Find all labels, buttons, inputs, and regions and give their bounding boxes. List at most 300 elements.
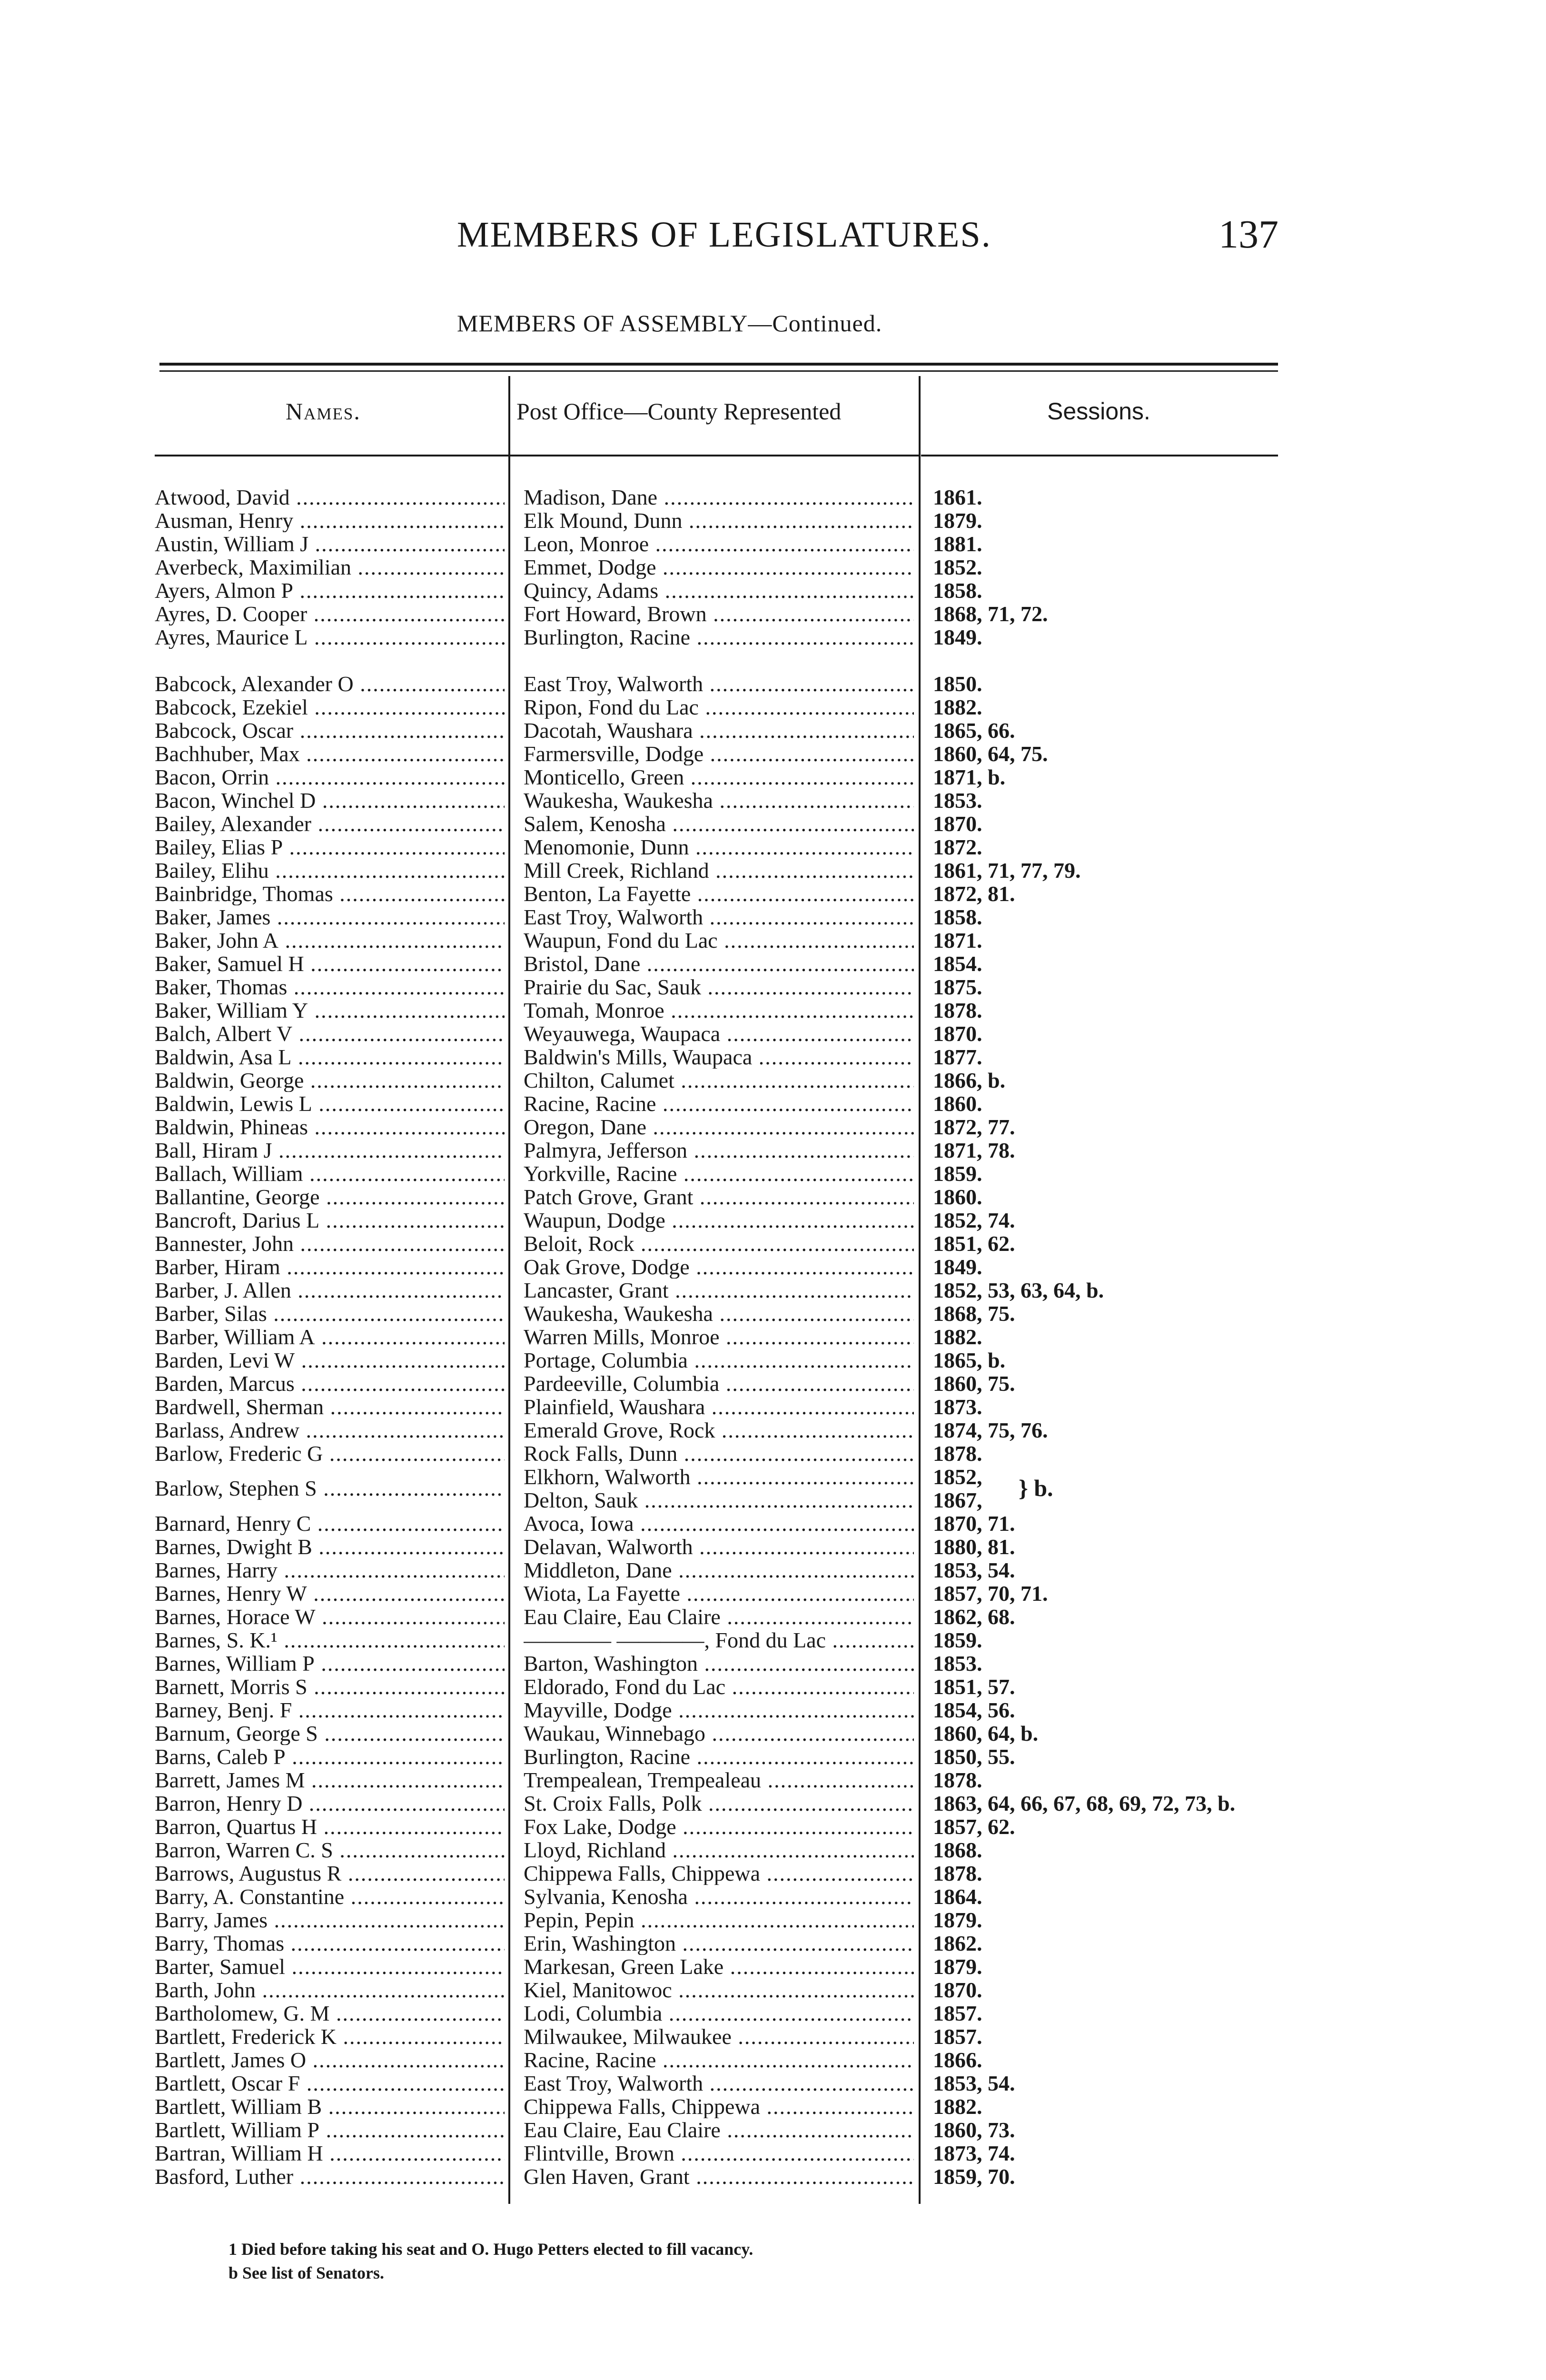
member-post-office: Sylvania, Kenosha .....: [524, 1885, 914, 1908]
member-post-office: Chippewa Falls, Chippewa .....: [524, 2095, 914, 2118]
member-post-office: Glen Haven, Grant .....: [524, 2165, 914, 2188]
member-post-office: Flintville, Brown .....: [524, 2142, 914, 2165]
table-row: [0, 1372, 1546, 1395]
table-row: [0, 905, 1546, 929]
member-sessions: 1882.: [933, 2095, 982, 2118]
member-sessions: 1865, 66.: [933, 719, 1015, 742]
member-post-office: Bristol, Dane .....: [524, 952, 914, 975]
table-row: [0, 1628, 1546, 1652]
member-sessions: 1860, 73.: [933, 2118, 1015, 2142]
table-row: [0, 1652, 1546, 1675]
member-post-office: Oregon, Dane .....: [524, 1115, 914, 1139]
member-name: Babcock, Alexander O .....: [155, 672, 505, 695]
member-sessions: 1868.: [933, 1838, 982, 1862]
table-row: [0, 719, 1546, 742]
table-row: [0, 1395, 1546, 1418]
member-post-office: East Troy, Walworth .....: [524, 672, 914, 695]
table-row: [0, 1932, 1546, 1955]
member-name: Barnes, Dwight B .....: [155, 1535, 505, 1558]
member-post-office: ———— ————, Fond du Lac .....: [524, 1628, 914, 1652]
table-row: [0, 1838, 1546, 1862]
group-spacer: [0, 649, 1546, 672]
member-name: Baldwin, Asa L .....: [155, 1045, 505, 1069]
member-name: Barney, Benj. F .....: [155, 1698, 505, 1722]
member-name: Barnum, George S .....: [155, 1722, 505, 1745]
member-sessions: 1852.: [933, 555, 982, 579]
member-name: Baldwin, Phineas .....: [155, 1115, 505, 1139]
member-sessions: 1867,: [933, 1488, 982, 1512]
table-row: [0, 1745, 1546, 1768]
table-row: [0, 2072, 1546, 2095]
member-name: Barry, A. Constantine .....: [155, 1885, 505, 1908]
member-name: Ballantine, George .....: [155, 1185, 505, 1209]
member-sessions: 1857, 62.: [933, 1815, 1015, 1838]
table-row: [0, 2118, 1546, 2142]
member-sessions: 1868, 71, 72.: [933, 602, 1048, 625]
table-row: [0, 1069, 1546, 1092]
member-post-office: Prairie du Sac, Sauk .....: [524, 975, 914, 999]
member-sessions: 1862.: [933, 1932, 982, 1955]
members-table: [0, 486, 1546, 2188]
table-row: [0, 1698, 1546, 1722]
table-row: [0, 1792, 1546, 1815]
member-name: Barnes, Horace W .....: [155, 1605, 505, 1628]
footnote-b: b See list of Senators.: [228, 2263, 384, 2282]
member-sessions: 1878.: [933, 1862, 982, 1885]
member-post-office: Beloit, Rock .....: [524, 1232, 914, 1255]
member-post-office: Monticello, Green .....: [524, 765, 914, 789]
table-row: [0, 1325, 1546, 1349]
column-header-post-office: Post Office—County Represented: [516, 398, 842, 425]
member-name: Ayers, Almon P .....: [155, 579, 505, 602]
table-row: [0, 1908, 1546, 1932]
member-name: Bachhuber, Max .....: [155, 742, 505, 765]
member-name: Barron, Warren C. S .....: [155, 1838, 505, 1862]
table-row: [0, 975, 1546, 999]
member-name: Barden, Levi W .....: [155, 1349, 505, 1372]
member-name: Babcock, Oscar .....: [155, 719, 505, 742]
table-row: [0, 1605, 1546, 1628]
table-row: [0, 1255, 1546, 1279]
member-sessions: 1870, 71.: [933, 1512, 1015, 1535]
member-sessions: 1865, b.: [933, 1349, 1006, 1372]
header-underline-sessions: [921, 455, 1278, 456]
member-post-office: Eau Claire, Eau Claire .....: [524, 2118, 914, 2142]
member-sessions: 1850.: [933, 672, 982, 695]
table-row: [0, 1115, 1546, 1139]
member-post-office: Eau Claire, Eau Claire .....: [524, 1605, 914, 1628]
member-post-office: Erin, Washington .....: [524, 1932, 914, 1955]
member-post-office: Trempealean, Trempealeau .....: [524, 1768, 914, 1792]
table-row: [0, 1022, 1546, 1045]
table-row: [0, 1302, 1546, 1325]
member-sessions: 1850, 55.: [933, 1745, 1015, 1768]
member-post-office: Chippewa Falls, Chippewa .....: [524, 1862, 914, 1885]
table-row: [0, 1232, 1546, 1255]
member-post-office: Portage, Columbia .....: [524, 1349, 914, 1372]
table-row: [0, 2095, 1546, 2118]
member-sessions: 1852, 53, 63, 64, b.: [933, 1279, 1104, 1302]
member-post-office: St. Croix Falls, Polk .....: [524, 1792, 914, 1815]
member-name: Austin, William J .....: [155, 532, 505, 555]
member-name: Bardwell, Sherman .....: [155, 1395, 505, 1418]
member-sessions: 1879.: [933, 1908, 982, 1932]
member-sessions: 1873, 74.: [933, 2142, 1015, 2165]
member-name: Barlow, Stephen S .....: [155, 1477, 505, 1500]
member-post-office: Elk Mound, Dunn .....: [524, 509, 914, 532]
member-sessions: 1861.: [933, 486, 982, 509]
member-sessions: 1853.: [933, 789, 982, 812]
member-post-office: Waupun, Fond du Lac .....: [524, 929, 914, 952]
member-sessions: 1870.: [933, 812, 982, 835]
member-post-office: East Troy, Walworth .....: [524, 905, 914, 929]
member-sessions: 1871, 78.: [933, 1139, 1015, 1162]
table-row: [0, 509, 1546, 532]
member-name: Baker, James .....: [155, 905, 505, 929]
table-row: [0, 555, 1546, 579]
table-row: [0, 532, 1546, 555]
member-sessions: 1858.: [933, 905, 982, 929]
table-row: [0, 929, 1546, 952]
member-post-office: Benton, La Fayette .....: [524, 882, 914, 905]
member-name: Baldwin, George .....: [155, 1069, 505, 1092]
table-row: [0, 2025, 1546, 2048]
member-post-office: Waupun, Dodge .....: [524, 1209, 914, 1232]
table-row: [0, 625, 1546, 649]
member-name: Bartlett, James O .....: [155, 2048, 505, 2072]
member-post-office: Chilton, Calumet .....: [524, 1069, 914, 1092]
top-rule-thin: [159, 370, 1278, 372]
member-sessions: 1882.: [933, 1325, 982, 1349]
member-post-office: Wiota, La Fayette .....: [524, 1582, 914, 1605]
table-row: [0, 1418, 1546, 1442]
member-sessions: 1863, 64, 66, 67, 68, 69, 72, 73, b.: [933, 1792, 1236, 1815]
member-sessions: 1860, 64, 75.: [933, 742, 1048, 765]
table-row: [0, 1349, 1546, 1372]
member-name: Bartlett, William B .....: [155, 2095, 505, 2118]
member-post-office: Quincy, Adams .....: [524, 579, 914, 602]
member-post-office: Weyauwega, Waupaca .....: [524, 1022, 914, 1045]
member-name: Bartlett, Frederick K .....: [155, 2025, 505, 2048]
member-post-office: Yorkville, Racine .....: [524, 1162, 914, 1185]
member-post-office: Ripon, Fond du Lac .....: [524, 695, 914, 719]
member-post-office: Emmet, Dodge .....: [524, 555, 914, 579]
table-row: [0, 2048, 1546, 2072]
member-sessions: 1880, 81.: [933, 1535, 1015, 1558]
member-sessions: 1866, b.: [933, 1069, 1006, 1092]
member-name: Babcock, Ezekiel .....: [155, 695, 505, 719]
member-name: Barnes, S. K.¹ .....: [155, 1628, 505, 1652]
member-post-office: Avoca, Iowa .....: [524, 1512, 914, 1535]
member-sessions: 1857.: [933, 2002, 982, 2025]
member-post-office: Kiel, Manitowoc .....: [524, 1978, 914, 2002]
member-name: Barth, John .....: [155, 1978, 505, 2002]
member-name: Barry, Thomas .....: [155, 1932, 505, 1955]
member-sessions: 1854, 56.: [933, 1698, 1015, 1722]
member-name: Barnett, Morris S .....: [155, 1675, 505, 1698]
member-sessions: 1854.: [933, 952, 982, 975]
member-sessions: 1871, b.: [933, 765, 1006, 789]
table-row: [0, 1442, 1546, 1465]
member-sessions: 1866.: [933, 2048, 982, 2072]
table-row: [0, 2002, 1546, 2025]
table-row: [0, 486, 1546, 509]
page-number: 137: [1219, 212, 1278, 257]
table-row: [0, 695, 1546, 719]
member-sessions: 1849.: [933, 1255, 982, 1279]
member-sessions: 1882.: [933, 695, 982, 719]
member-name: Bartlett, William P .....: [155, 2118, 505, 2142]
table-row: [0, 1512, 1546, 1535]
member-name: Barry, James .....: [155, 1908, 505, 1932]
member-post-office: Waukesha, Waukesha .....: [524, 789, 914, 812]
member-name: Barrows, Augustus R .....: [155, 1862, 505, 1885]
table-row: [0, 579, 1546, 602]
member-post-office: Eldorado, Fond du Lac .....: [524, 1675, 914, 1698]
member-name: Ballach, William .....: [155, 1162, 505, 1185]
member-post-office: Madison, Dane .....: [524, 486, 914, 509]
member-post-office: Dacotah, Waushara .....: [524, 719, 914, 742]
member-sessions: 1862, 68.: [933, 1605, 1015, 1628]
table-row: [0, 999, 1546, 1022]
member-sessions: 1859.: [933, 1628, 982, 1652]
member-name: Barron, Quartus H .....: [155, 1815, 505, 1838]
member-post-office: Racine, Racine .....: [524, 2048, 914, 2072]
member-name: Basford, Luther .....: [155, 2165, 505, 2188]
member-post-office: Delavan, Walworth .....: [524, 1535, 914, 1558]
table-row: [0, 672, 1546, 695]
member-post-office: Rock Falls, Dunn .....: [524, 1442, 914, 1465]
member-name: Ball, Hiram J .....: [155, 1139, 505, 1162]
member-name: Barber, Hiram .....: [155, 1255, 505, 1279]
table-row: [0, 765, 1546, 789]
member-name: Barter, Samuel .....: [155, 1955, 505, 1978]
table-row: [0, 2142, 1546, 2165]
member-name: Barnes, William P .....: [155, 1652, 505, 1675]
member-post-office: Mill Creek, Richland .....: [524, 859, 914, 882]
top-rule-thick: [159, 363, 1278, 366]
member-name: Bacon, Orrin .....: [155, 765, 505, 789]
member-sessions: 1872, 77.: [933, 1115, 1015, 1139]
group-a-entries: [0, 486, 1546, 649]
table-row: [0, 812, 1546, 835]
member-sessions: 1860, 75.: [933, 1372, 1015, 1395]
member-post-office: Mayville, Dodge .....: [524, 1698, 914, 1722]
group-b-entries: [0, 672, 1546, 1465]
table-row: [0, 1139, 1546, 1162]
table-row: [0, 1862, 1546, 1885]
member-post-office: Menomonie, Dunn .....: [524, 835, 914, 859]
table-row: [0, 1978, 1546, 2002]
member-sessions: 1864.: [933, 1885, 982, 1908]
member-name: Atwood, David .....: [155, 486, 505, 509]
member-sessions: 1853, 54.: [933, 1558, 1015, 1582]
member-sessions: 1861, 71, 77, 79.: [933, 859, 1081, 882]
member-post-office: Baldwin's Mills, Waupaca .....: [524, 1045, 914, 1069]
member-sessions: 1881.: [933, 532, 982, 555]
member-sessions: 1870.: [933, 1022, 982, 1045]
member-name: Baker, Thomas .....: [155, 975, 505, 999]
member-sessions: 1853.: [933, 1652, 982, 1675]
member-name: Bailey, Elihu .....: [155, 859, 505, 882]
member-sessions: 1860.: [933, 1092, 982, 1115]
member-sessions: 1853, 54.: [933, 2072, 1015, 2095]
member-name: Baker, William Y .....: [155, 999, 505, 1022]
column-header-names: Names.: [286, 398, 361, 425]
member-name: Barber, Silas .....: [155, 1302, 505, 1325]
member-sessions: 1872, 81.: [933, 882, 1015, 905]
member-name: Balch, Albert V .....: [155, 1022, 505, 1045]
member-name: Barber, J. Allen .....: [155, 1279, 505, 1302]
member-post-office: Plainfield, Waushara .....: [524, 1395, 914, 1418]
member-name: Barnes, Harry .....: [155, 1558, 505, 1582]
member-post-office: Pardeeville, Columbia .....: [524, 1372, 914, 1395]
member-name: Averbeck, Maximilian .....: [155, 555, 505, 579]
member-sessions: 1879.: [933, 509, 982, 532]
member-name: Bacon, Winchel D .....: [155, 789, 505, 812]
member-post-office: Milwaukee, Milwaukee .....: [524, 2025, 914, 2048]
member-sessions: 1852, 74.: [933, 1209, 1015, 1232]
member-sessions: 1857, 70, 71.: [933, 1582, 1048, 1605]
member-post-office: Barton, Washington .....: [524, 1652, 914, 1675]
section-subtitle: MEMBERS OF ASSEMBLY—Continued.: [457, 310, 882, 337]
member-name: Baldwin, Lewis L .....: [155, 1092, 505, 1115]
group-c-entries: [0, 1512, 1546, 2188]
member-sessions: 1877.: [933, 1045, 982, 1069]
member-sessions: 1878.: [933, 1768, 982, 1792]
member-sessions: 1875.: [933, 975, 982, 999]
member-name: Bailey, Elias P .....: [155, 835, 505, 859]
table-row: [0, 1092, 1546, 1115]
member-sessions: 1870.: [933, 1978, 982, 2002]
member-sessions: 1858.: [933, 579, 982, 602]
table-row: [0, 1045, 1546, 1069]
member-name: Bartlett, Oscar F .....: [155, 2072, 505, 2095]
member-post-office: Leon, Monroe .....: [524, 532, 914, 555]
member-name: Barnes, Henry W .....: [155, 1582, 505, 1605]
table-row: [0, 882, 1546, 905]
table-row: [0, 1185, 1546, 1209]
member-post-office: Waukesha, Waukesha .....: [524, 1302, 914, 1325]
table-row: [0, 859, 1546, 882]
running-title: MEMBERS OF LEGISLATURES.: [457, 215, 991, 255]
page-header: [0, 205, 1546, 262]
member-name: Barden, Marcus .....: [155, 1372, 505, 1395]
member-name: Bannester, John .....: [155, 1232, 505, 1255]
member-name: Ayres, D. Cooper .....: [155, 602, 505, 625]
member-post-office: Lloyd, Richland .....: [524, 1838, 914, 1862]
table-row: [0, 1955, 1546, 1978]
member-sessions: 1857.: [933, 2025, 982, 2048]
table-row: [0, 1768, 1546, 1792]
member-sessions: 1860, 64, b.: [933, 1722, 1039, 1745]
table-row: [0, 1558, 1546, 1582]
member-post-office: Delton, Sauk .....: [524, 1488, 914, 1512]
member-name: Barlow, Frederic G .....: [155, 1442, 505, 1465]
member-post-office: Burlington, Racine .....: [524, 1745, 914, 1768]
member-name: Barnard, Henry C .....: [155, 1512, 505, 1535]
member-name: Baker, Samuel H .....: [155, 952, 505, 975]
table-row: [0, 1535, 1546, 1558]
member-sessions: 1868, 75.: [933, 1302, 1015, 1325]
member-post-office: Patch Grove, Grant .....: [524, 1185, 914, 1209]
member-post-office: Waukau, Winnebago .....: [524, 1722, 914, 1745]
member-name: Barrett, James M .....: [155, 1768, 505, 1792]
member-post-office: Lodi, Columbia .....: [524, 2002, 914, 2025]
table-row: [0, 1885, 1546, 1908]
table-row: [0, 952, 1546, 975]
table-row: [0, 1815, 1546, 1838]
footnote-1: 1 Died before taking his seat and O. Hugo Petters elected to fill vacancy.: [228, 2240, 753, 2259]
member-name: Bailey, Alexander .....: [155, 812, 505, 835]
member-sessions: 1872.: [933, 835, 982, 859]
member-name: Bartran, William H .....: [155, 2142, 505, 2165]
table-row: [0, 742, 1546, 765]
member-post-office: Palmyra, Jefferson .....: [524, 1139, 914, 1162]
member-sessions: 1851, 62.: [933, 1232, 1015, 1255]
header-underline-post: [509, 455, 919, 456]
table-row: [0, 602, 1546, 625]
member-sessions: 1849.: [933, 625, 982, 649]
member-name: Bancroft, Darius L .....: [155, 1209, 505, 1232]
member-post-office: Emerald Grove, Rock .....: [524, 1418, 914, 1442]
member-post-office: Tomah, Monroe .....: [524, 999, 914, 1022]
member-sessions: 1874, 75, 76.: [933, 1418, 1048, 1442]
table-row: [0, 1722, 1546, 1745]
member-post-office: Farmersville, Dodge .....: [524, 742, 914, 765]
member-post-office: Markesan, Green Lake .....: [524, 1955, 914, 1978]
member-post-office: Fox Lake, Dodge .....: [524, 1815, 914, 1838]
member-sessions: 1859, 70.: [933, 2165, 1015, 2188]
member-name: Baker, John A .....: [155, 929, 505, 952]
column-header-sessions: Sessions.: [1047, 398, 1150, 425]
member-post-office: Oak Grove, Dodge .....: [524, 1255, 914, 1279]
table-row: [0, 1675, 1546, 1698]
member-name: Ausman, Henry .....: [155, 509, 505, 532]
member-sessions: 1851, 57.: [933, 1675, 1015, 1698]
member-sessions: 1878.: [933, 1442, 982, 1465]
member-name: Ayres, Maurice L .....: [155, 625, 505, 649]
member-name: Barber, William A .....: [155, 1325, 505, 1349]
table-row: [0, 835, 1546, 859]
member-sessions: 1873.: [933, 1395, 982, 1418]
member-sessions: 1871.: [933, 929, 982, 952]
member-post-office: Pepin, Pepin .....: [524, 1908, 914, 1932]
table-row: [0, 1209, 1546, 1232]
member-name: Barlass, Andrew .....: [155, 1418, 505, 1442]
member-post-office: Fort Howard, Brown .....: [524, 602, 914, 625]
member-post-office: East Troy, Walworth .....: [524, 2072, 914, 2095]
footnotes: [228, 2237, 753, 2285]
member-post-office: Elkhorn, Walworth .....: [524, 1465, 914, 1488]
member-sessions: 1860.: [933, 1185, 982, 1209]
member-post-office: Lancaster, Grant .....: [524, 1279, 914, 1302]
member-name: Bainbridge, Thomas .....: [155, 882, 505, 905]
member-sessions: 1879.: [933, 1955, 982, 1978]
member-post-office: Burlington, Racine .....: [524, 625, 914, 649]
table-row: [0, 789, 1546, 812]
member-post-office: Salem, Kenosha .....: [524, 812, 914, 835]
table-row: [0, 1582, 1546, 1605]
table-row-barlow-stephen: [0, 1465, 1546, 1512]
table-row: [0, 2165, 1546, 2188]
table-row: [0, 1279, 1546, 1302]
member-sessions: 1859.: [933, 1162, 982, 1185]
member-post-office: Racine, Racine .....: [524, 1092, 914, 1115]
member-post-office: Warren Mills, Monroe .....: [524, 1325, 914, 1349]
brace-note: } b.: [1019, 1475, 1053, 1501]
header-underline-names: [155, 455, 509, 456]
